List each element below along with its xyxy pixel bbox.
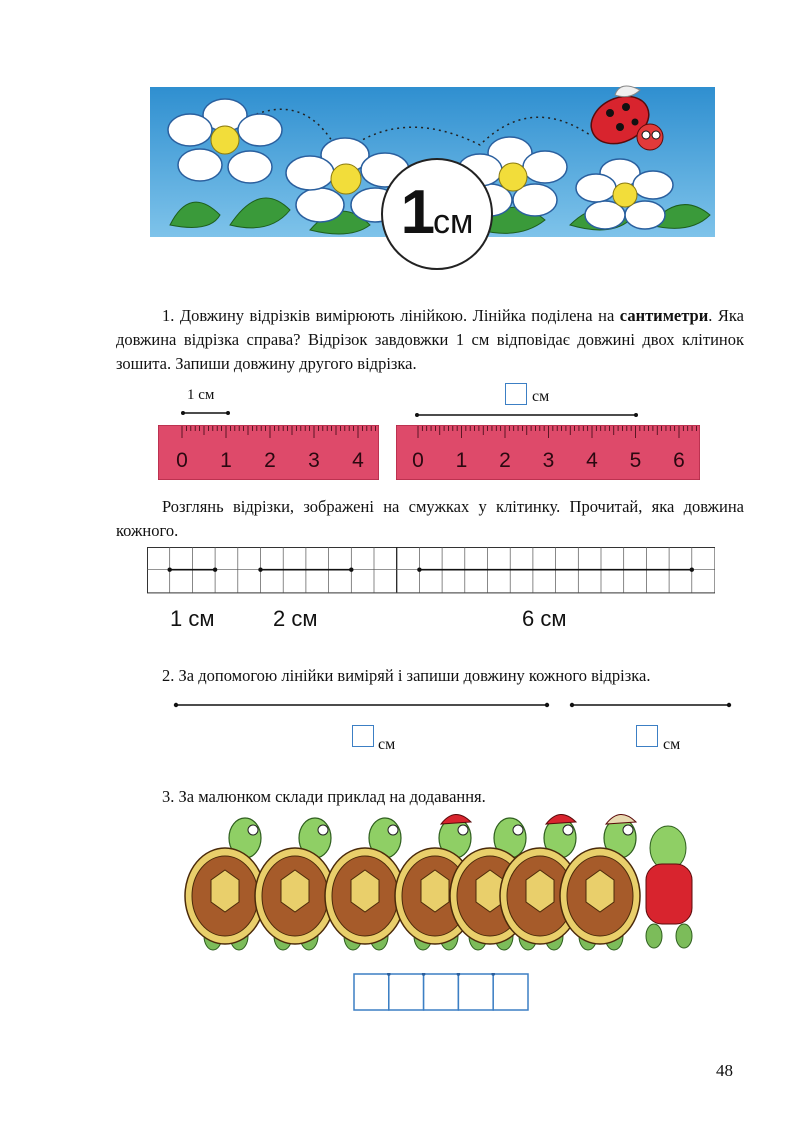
ruler-number: 1	[455, 449, 468, 472]
ruler-number: 2	[264, 449, 276, 472]
turtle-icon	[255, 818, 335, 950]
ruler-long	[396, 425, 700, 480]
answer-cell[interactable]	[493, 974, 528, 1010]
task1-answer-box[interactable]	[505, 383, 527, 405]
task2-text: 2. За допомогою лінійки виміряй і запиши довжину кожного відрізка.	[162, 666, 651, 685]
lesson-title-number: 1	[400, 178, 434, 247]
grid-task-text: Розглянь відрізки, зображені на смужках у клітинку. Прочитай, яка довжина кожного.	[116, 497, 744, 540]
ruler-number: 4	[586, 449, 598, 472]
ruler-number: 0	[412, 449, 424, 472]
ruler-short	[158, 425, 379, 480]
answer-cell[interactable]	[458, 974, 493, 1010]
grid-label-1cm: 1 см	[170, 606, 215, 631]
task2-unit-1: см	[378, 736, 396, 753]
task1-text-b: . Яка довжина відрізка справа? Відрізок завдовжки 1 см відповідає довжині двох клітинок зошита. Запиши довжину другого відрізка.	[116, 306, 744, 373]
answer-cell[interactable]	[389, 974, 424, 1010]
segment-1cm	[180, 408, 232, 418]
task2-unit-2: см	[663, 736, 681, 753]
grid-label-2cm: 2 см	[273, 606, 318, 631]
grid-strip	[147, 547, 715, 597]
task3-answer-boxes[interactable]	[353, 973, 531, 1013]
task1-number: 1.	[162, 306, 175, 325]
answer-cell[interactable]	[354, 974, 389, 1010]
task2-answer-box-2[interactable]	[636, 725, 658, 747]
ruler-number: 6	[673, 449, 685, 472]
turtles-illustration	[150, 808, 720, 960]
ruler-number: 5	[629, 449, 642, 472]
turtle-icon	[646, 826, 692, 948]
task1-answer-unit: см	[532, 388, 550, 405]
task2-segment-1	[173, 700, 551, 710]
lesson-title	[381, 178, 493, 264]
answer-cell[interactable]	[424, 974, 459, 1010]
ruler-number: 3	[542, 449, 555, 472]
ruler-number: 1	[220, 449, 232, 472]
task2-segment-2	[569, 700, 733, 710]
ruler-number: 0	[176, 449, 188, 472]
ruler-number: 3	[308, 449, 320, 472]
task2-answer-box-1[interactable]	[352, 725, 374, 747]
segment-1cm-label: 1 см	[187, 387, 215, 403]
task1-bold-word: сантиметри	[619, 306, 709, 325]
grid-label-6cm: 6 см	[522, 606, 567, 631]
ruler-number: 4	[352, 449, 364, 472]
ruler-number: 2	[499, 449, 511, 472]
segment-long	[414, 410, 640, 420]
turtle-icon	[325, 818, 405, 950]
task3-text: 3. За малюнком склади приклад на додавання.	[162, 787, 486, 806]
task1-text-a: Довжину відрізків вимірюють лінійкою. Лінійка поділена на	[179, 306, 615, 325]
turtle-icon	[185, 818, 265, 950]
page-number: 48	[716, 1061, 733, 1080]
lesson-title-unit: см	[433, 203, 474, 241]
task1-text	[116, 304, 744, 376]
